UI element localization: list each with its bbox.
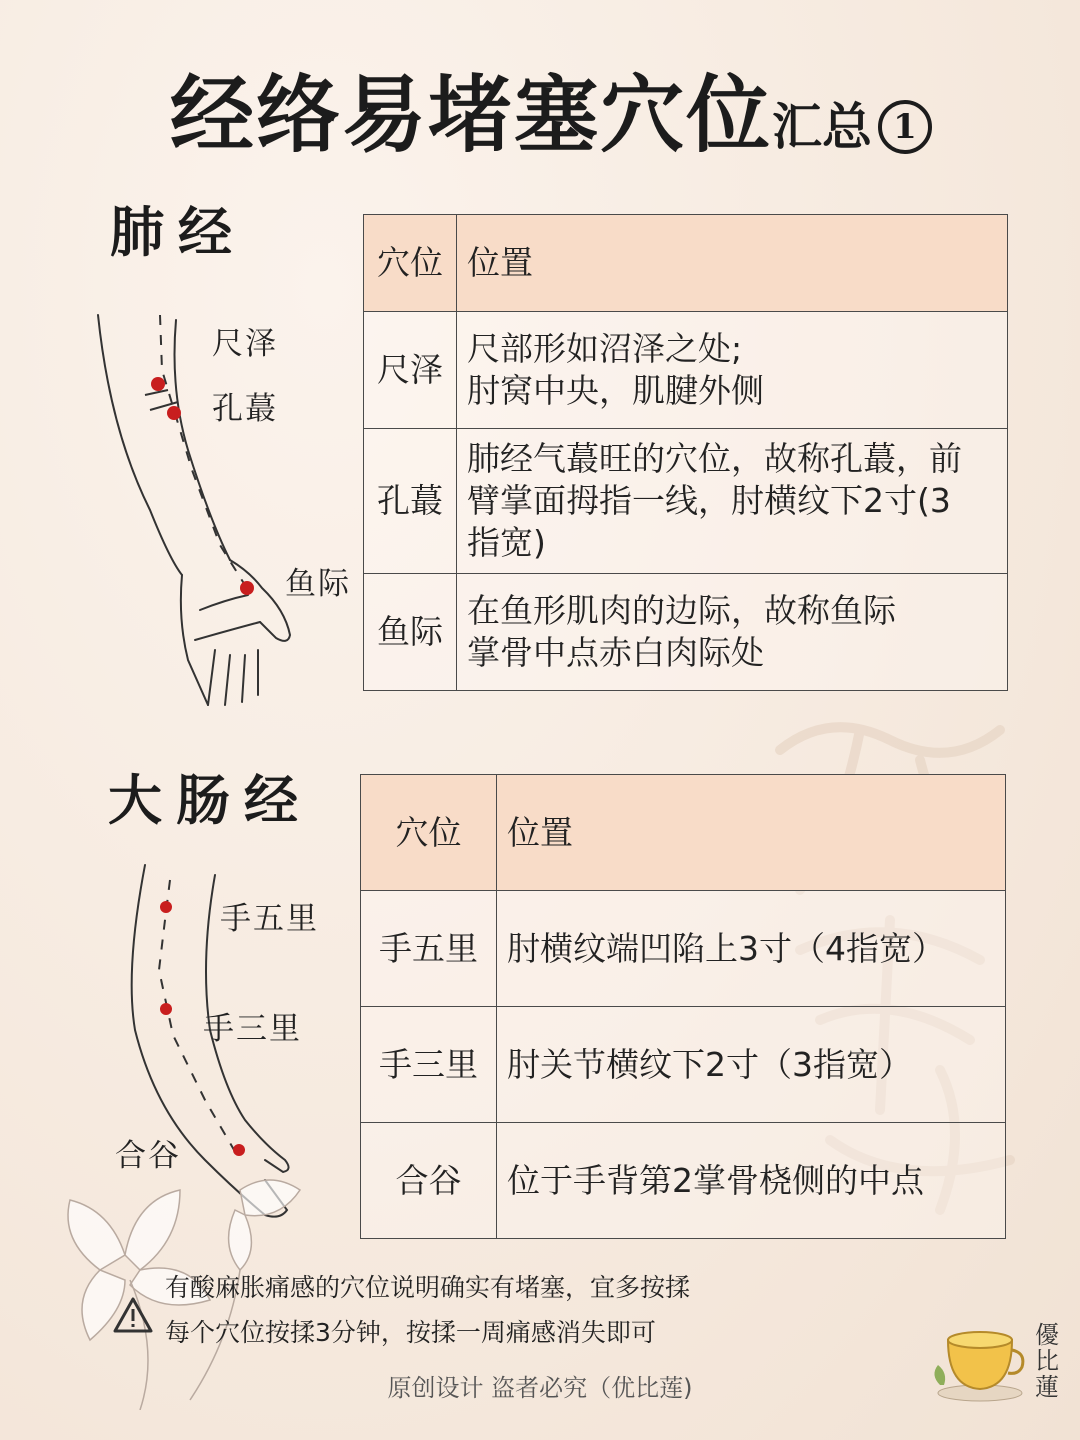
arm-label-shousanli: 手三里 bbox=[203, 1011, 302, 1047]
point-name: 孔蕞 bbox=[364, 429, 457, 574]
page-title bbox=[170, 48, 932, 169]
note-line-1: 有酸麻胀痛感的穴位说明确实有堵塞，宜多按揉 bbox=[165, 1273, 691, 1302]
acupoint-shouwuli-dot bbox=[160, 901, 172, 913]
point-name: 手五里 bbox=[361, 891, 497, 1007]
point-position bbox=[497, 1123, 1006, 1239]
point-name: 手三里 bbox=[361, 1007, 497, 1123]
point-name: 鱼际 bbox=[364, 574, 457, 691]
table-row bbox=[364, 312, 1008, 429]
arm-label-kongzui: 孔蕞 bbox=[212, 391, 278, 427]
seal-signature: 優比蓮 bbox=[1035, 1321, 1059, 1401]
acupoint-kongzui-dot bbox=[167, 406, 181, 420]
table-row bbox=[361, 1007, 1006, 1123]
position-line: 臂掌面拇指一线，肘横纹下2寸(3 bbox=[467, 481, 951, 520]
header-point: 穴位 bbox=[364, 215, 457, 312]
header-position: 位置 bbox=[497, 775, 1006, 891]
table-row bbox=[364, 429, 1008, 574]
copyright-footer: 原创设计 盗者必究（优比莲) bbox=[387, 1374, 693, 1402]
arm-label-hegu: 合谷 bbox=[115, 1138, 181, 1174]
table-header-row bbox=[361, 775, 1006, 891]
position-line: 肘窝中央，肌腱外侧 bbox=[467, 371, 764, 410]
table-row bbox=[364, 574, 1008, 691]
point-name: 合谷 bbox=[361, 1123, 497, 1239]
position-line: 肺经气蕞旺的穴位，故称孔蕞，前 bbox=[467, 439, 962, 478]
tea-cup-icon bbox=[930, 1315, 1030, 1405]
point-position bbox=[457, 429, 1008, 574]
arm-label-yuji: 鱼际 bbox=[285, 566, 351, 602]
position-line: 肘横纹端凹陷上3寸（4指宽） bbox=[507, 928, 945, 968]
note-line-2: 每个穴位按揉3分钟，按揉一周痛感消失即可 bbox=[165, 1318, 656, 1347]
table-header-row bbox=[364, 215, 1008, 312]
section-title-lung: 肺经 bbox=[110, 200, 246, 264]
point-position bbox=[457, 312, 1008, 429]
warning-icon bbox=[112, 1296, 154, 1334]
table-row bbox=[361, 1123, 1006, 1239]
title-sub: 汇总 bbox=[772, 97, 873, 156]
arm-illustration-lung bbox=[90, 310, 310, 710]
position-line: 在鱼形肌肉的边际，故称鱼际 bbox=[467, 591, 896, 630]
position-line: 位于手背第2掌骨桡侧的中点 bbox=[507, 1160, 924, 1200]
point-position bbox=[497, 1007, 1006, 1123]
section-title-large-intestine: 大肠经 bbox=[108, 768, 312, 832]
acupoint-chize-dot bbox=[151, 377, 165, 391]
arm-label-chize: 尺泽 bbox=[212, 326, 278, 362]
lung-meridian-table bbox=[363, 214, 1008, 691]
acupoint-shousanli-dot bbox=[160, 1003, 172, 1015]
position-line: 掌骨中点赤白肉际处 bbox=[467, 633, 764, 672]
point-position bbox=[497, 891, 1006, 1007]
title-main: 经络易堵塞穴位 bbox=[170, 65, 773, 164]
table-row bbox=[361, 891, 1006, 1007]
large-intestine-meridian-table bbox=[360, 774, 1006, 1239]
header-point: 穴位 bbox=[361, 775, 497, 891]
title-number: 1 bbox=[878, 100, 932, 154]
position-line: 肘关节横纹下2寸（3指宽） bbox=[507, 1044, 912, 1084]
position-line: 尺部形如沼泽之处; bbox=[467, 329, 743, 368]
acupoint-yuji-dot bbox=[240, 581, 254, 595]
point-position bbox=[457, 574, 1008, 691]
arm-label-shouwuli: 手五里 bbox=[220, 901, 319, 937]
header-position: 位置 bbox=[457, 215, 1008, 312]
position-line: 指宽) bbox=[467, 523, 546, 562]
point-name: 尺泽 bbox=[364, 312, 457, 429]
